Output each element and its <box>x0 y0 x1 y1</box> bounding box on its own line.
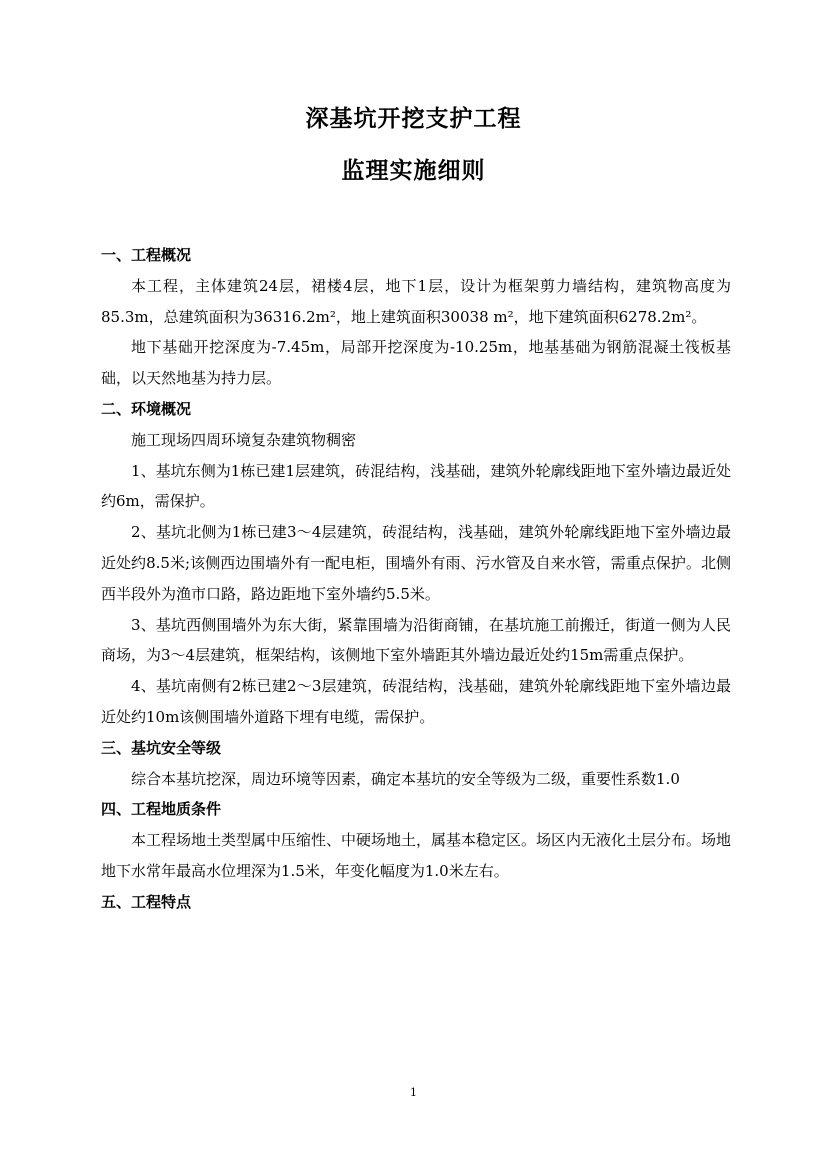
section-heading-safety-grade: 三、基坑安全等级 <box>101 738 222 757</box>
section-heading-geology: 四、工程地质条件 <box>101 800 222 819</box>
section-heading-environment: 二、环境概况 <box>101 399 192 418</box>
document-body <box>101 240 731 918</box>
paragraph: 3、基坑西侧围墙外为东大街，紧靠围墙为沿街商铺，在基坑施工前搬迁，街道一侧为人民商场，为3～4层建筑，框架结构，该侧地下室外墙距其外墙边最近处约15m需重点保护。 <box>101 615 731 665</box>
paragraph: 地下基础开挖深度为-7.45m，局部开挖深度为-10.25m，地基基础为钢筋混凝土筏板基础，以天然地基为持力层。 <box>101 338 731 388</box>
paragraph: 施工现场四周环境复杂建筑物稠密 <box>131 430 357 449</box>
section-heading-overview: 一、工程概况 <box>101 246 192 264</box>
document-subtitle: 监理实施细则 <box>341 158 486 184</box>
paragraph: 1、基坑东侧为1栋已建1层建筑，砖混结构，浅基础，建筑外轮廓线距地下室外墙边最近处约6m，需保护。 <box>101 461 731 511</box>
paragraph: 综合本基坑挖深，周边环境等因素，确定本基坑的安全等级为二级，重要性系数1.0 <box>131 769 680 788</box>
paragraph: 本工程，主体建筑24层，裙楼4层，地下1层，设计为框架剪力墙结构，建筑物高度为85.3m，总建筑面积为36316.2m²，地上建筑面积30038 m²，地下建筑面积6278.2m²。 <box>101 276 731 326</box>
page-number: 1 <box>410 1086 417 1099</box>
paragraph: 2、基坑北侧为1栋已建3～4层建筑，砖混结构，浅基础，建筑外轮廓线距地下室外墙边最近处约8.5米;该侧西边围墙外有一配电柜，围墙外有雨、污水管及自来水管，需重点保护。北侧西半段外为渔市口路，路边距地下室外墙约5.5米。 <box>101 523 731 603</box>
paragraph: 本工程场地土类型属中压缩性、中硬场地土，属基本稳定区。场区内无液化土层分布。场地地下水常年最高水位埋深为1.5米，年变化幅度为1.0米左右。 <box>101 831 732 880</box>
document-title: 深基坑开挖支护工程 <box>305 106 522 132</box>
paragraph: 4、基坑南侧有2栋已建2～3层建筑，砖混结构，浅基础，建筑外轮廓线距地下室外墙边最近处约10m该侧围墙外道路下埋有电缆，需保护。 <box>101 677 731 726</box>
section-heading-features: 五、工程特点 <box>101 892 192 911</box>
